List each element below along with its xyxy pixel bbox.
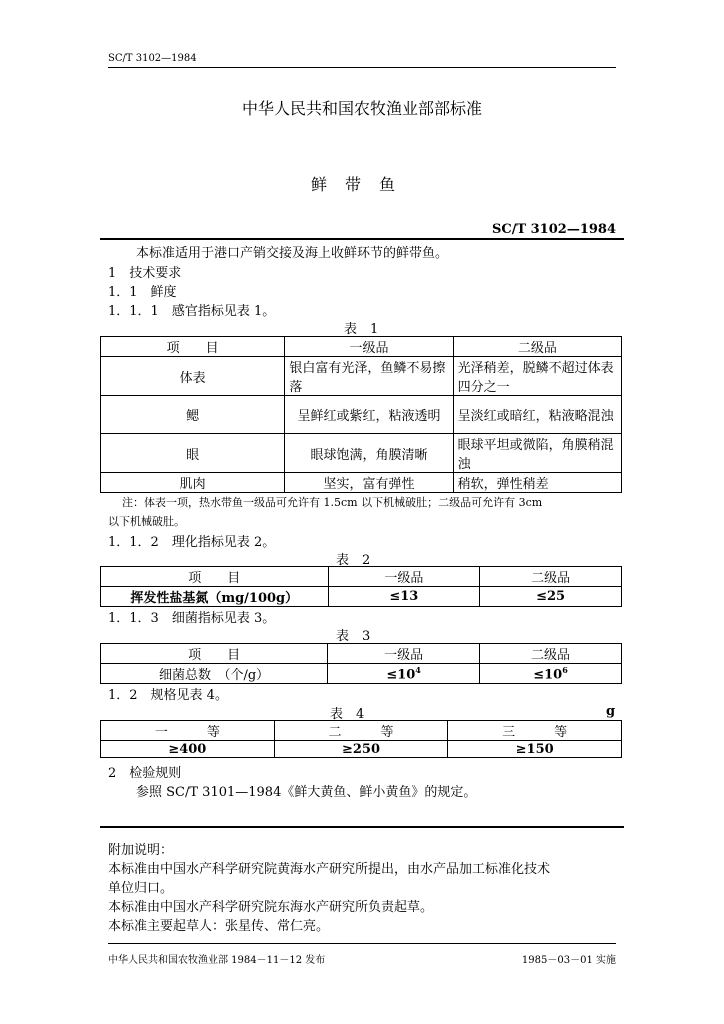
table4-unit: g xyxy=(606,704,616,719)
section-1-heading: 1 技术要求 xyxy=(108,266,182,281)
table3-value-1: ≤10 xyxy=(386,667,416,683)
section-2-heading: 2 检验规则 xyxy=(108,766,182,781)
table1-caption: 表 1 xyxy=(344,322,379,337)
table1-header: 一级品 xyxy=(285,337,453,357)
table3-cell xyxy=(480,664,622,684)
table4-cell: ≥250 xyxy=(274,741,448,758)
table3-header: 二级品 xyxy=(480,644,622,664)
table3-header: 项 目 xyxy=(101,644,328,664)
table-row xyxy=(101,396,622,434)
table1-cell: 稍软，弹性稍差 xyxy=(453,473,621,493)
table1-cell: 眼球饱满，角膜清晰 xyxy=(285,434,453,473)
appendix-line: 单位归口。 xyxy=(108,881,174,896)
table2-header: 一级品 xyxy=(328,567,480,587)
header-code: SC/T 3102—1984 xyxy=(108,53,197,64)
footer-effective: 1985－03－01 实施 xyxy=(521,955,616,966)
appendix-line: 本标准由中国水产科学研究院东海水产研究所负责起草。 xyxy=(108,900,434,915)
table3-cell xyxy=(328,664,480,684)
table3-cell: 细菌总数 （个/g） xyxy=(101,664,328,684)
section-1-1-2-heading: 1．1．2 理化指标见表 2。 xyxy=(108,535,276,550)
table1-cell: 肌肉 xyxy=(101,473,285,493)
table3-header: 一级品 xyxy=(328,644,480,664)
document-title: 鲜带鱼 xyxy=(310,175,413,194)
section-1-1-1-heading: 1．1．1 感官指标见表 1。 xyxy=(108,304,276,319)
standard-code: SC/T 3102—1984 xyxy=(491,222,616,237)
table1-cell: 坚实，富有弹性 xyxy=(285,473,453,493)
table4-header: 二 等 xyxy=(274,721,448,741)
table2-cell: 挥发性盐基氮（mg/100g） xyxy=(101,587,329,607)
table1-header: 二级品 xyxy=(453,337,621,357)
table1-cell: 银白富有光泽，鱼鳞不易擦落 xyxy=(285,357,453,396)
table2-header: 项 目 xyxy=(101,567,329,587)
section-1-1-heading: 1．1 鲜度 xyxy=(108,285,177,300)
appendix-title: 附加说明： xyxy=(108,843,174,858)
table3 xyxy=(100,643,622,684)
appendix-divider xyxy=(100,826,624,828)
table2-caption: 表 2 xyxy=(336,553,371,568)
table1-cell: 体表 xyxy=(101,357,285,396)
table-row xyxy=(101,357,622,396)
table4-header: 一 等 xyxy=(101,721,275,741)
intro-text: 本标准适用于港口产销交接及海上收鲜环节的鲜带鱼。 xyxy=(136,246,449,261)
section-1-2-heading: 1．2 规格见表 4。 xyxy=(108,688,228,703)
appendix-line: 本标准由中国水产科学研究院黄海水产研究所提出，由水产品加工标准化技术 xyxy=(108,862,551,877)
title-divider xyxy=(100,238,624,240)
table-row xyxy=(101,473,622,493)
table2-cell: ≤13 xyxy=(328,587,480,607)
table-row xyxy=(101,587,622,607)
table3-exp-1: 4 xyxy=(415,664,421,675)
section-2-text: 参照 SC/T 3101—1984《鲜大黄鱼、鲜小黄鱼》的规定。 xyxy=(136,785,477,800)
table-row xyxy=(101,741,622,758)
ministry-title: 中华人民共和国农牧渔业部部标准 xyxy=(241,99,482,118)
table1-note-cont: 以下机械破肚。 xyxy=(108,515,185,528)
table1-cell: 呈淡红或暗红，粘液略混浊 xyxy=(453,396,621,434)
appendix-line: 本标准主要起草人：张星传、常仁亮。 xyxy=(108,919,330,934)
table1-cell: 光泽稍差，脱鳞不超过体表四分之一 xyxy=(453,357,621,396)
table2-cell: ≤25 xyxy=(480,587,622,607)
table1-cell: 鳃 xyxy=(101,396,285,434)
table-row xyxy=(101,434,622,473)
table4 xyxy=(100,720,622,758)
table1-cell: 眼球平坦或微陷，角膜稍混浊 xyxy=(453,434,621,473)
table-row xyxy=(101,664,622,684)
table2 xyxy=(100,566,622,607)
header-divider xyxy=(108,67,616,68)
table1-header: 项 目 xyxy=(101,337,285,357)
table4-caption: 表 4 xyxy=(330,707,365,722)
table3-caption: 表 3 xyxy=(336,629,371,644)
table1-note: 注：体表一项，热水带鱼一级品可允许有 1.5cm 以下机械破肚；二级品可允许有 3cm xyxy=(122,496,543,509)
table4-cell: ≥400 xyxy=(101,741,275,758)
table4-header: 三 等 xyxy=(448,721,622,741)
footer-divider xyxy=(108,943,616,944)
table2-header: 二级品 xyxy=(480,567,622,587)
table3-value-2: ≤10 xyxy=(533,667,563,683)
table1 xyxy=(100,336,622,493)
table3-exp-2: 6 xyxy=(562,664,568,675)
section-1-1-3-heading: 1．1．3 细菌指标见表 3。 xyxy=(108,611,276,626)
table1-cell: 呈鲜红或紫红，粘液透明 xyxy=(285,396,453,434)
table4-cell: ≥150 xyxy=(448,741,622,758)
table1-cell: 眼 xyxy=(101,434,285,473)
footer-publish: 中华人民共和国农牧渔业部 1984－11－12 发布 xyxy=(108,955,326,966)
